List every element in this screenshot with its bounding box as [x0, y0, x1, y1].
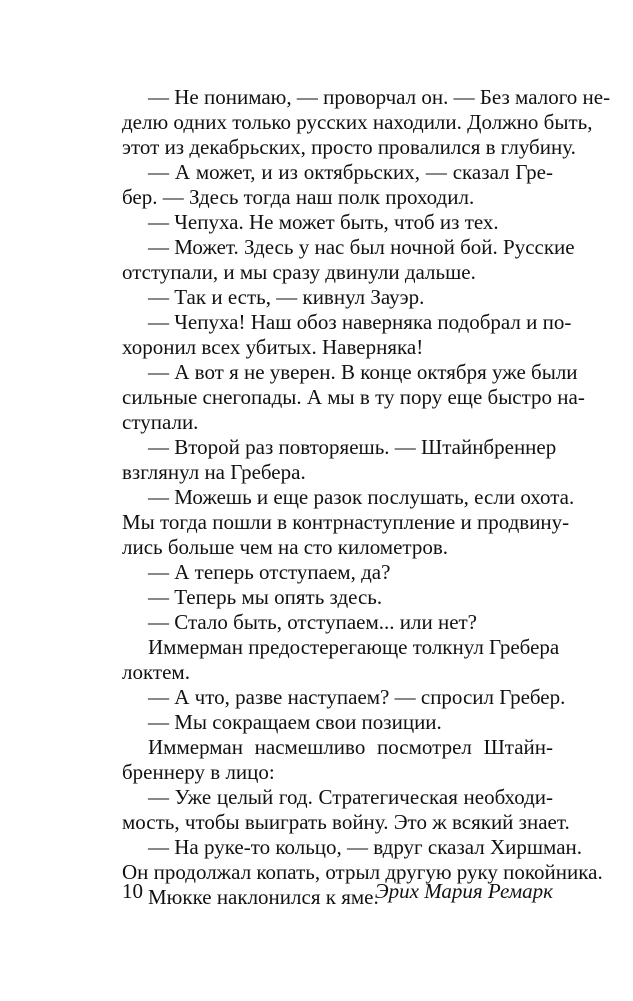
text-line: Мы тогда пошли в контрнаступление и продвину- — [122, 510, 570, 534]
text-line: Иммерман предостерегающе толкнул Гребера — [148, 635, 560, 659]
text-line: мость, чтобы выиграть войну. Это ж всякий знает. — [122, 810, 570, 834]
text-line: — Не понимаю, — проворчал он. — Без малого не- — [148, 85, 611, 109]
body-text — [122, 85, 611, 910]
text-line: — Можешь и еще разок послушать, если охота. — [148, 485, 575, 509]
text-line: взглянул на Гребера. — [122, 460, 306, 484]
page-footer — [122, 876, 553, 906]
text-line: — Второй раз повторяешь. — Штайнбреннер — [148, 435, 557, 459]
running-author: Эрих Мария Ремарк — [374, 879, 553, 903]
text-line: хоронил всех убитых. Наверняка! — [122, 335, 424, 359]
text-line: локтем. — [122, 660, 190, 684]
text-line: — Так и есть, — кивнул Зауэр. — [148, 285, 425, 309]
text-line: — А может, и из октябрьских, — сказал Гре- — [148, 160, 553, 184]
text-line: — Мы сокращаем свои позиции. — [148, 710, 442, 734]
page-number: 10 — [122, 879, 143, 903]
text-line: — Стало быть, отступаем... или нет? — [148, 610, 478, 634]
text-line: — Уже целый год. Стратегическая необходи- — [148, 785, 553, 809]
text-line: — Чепуха. Не может быть, чтоб из тех. — [148, 210, 499, 234]
text-line: сильные снегопады. А мы в ту пору еще быстро на- — [122, 385, 585, 409]
text-line: — Чепуха! Наш обоз наверняка подобрал и по- — [148, 310, 572, 334]
text-line: делю одних только русских находили. Должно быть, — [122, 110, 593, 134]
text-line: этот из декабрьских, просто провалился в глубину. — [122, 135, 576, 159]
text-line: бреннеру в лицо: — [122, 760, 275, 784]
text-line: Он продолжал копать, отрыл другую руку покойника. — [122, 860, 603, 884]
text-line: — На руке-то кольцо, — вдруг сказал Хиршман. — [148, 835, 583, 859]
text-line: — Может. Здесь у нас был ночной бой. Русские — [148, 235, 575, 259]
text-line: — А теперь отступаем, да? — [148, 560, 391, 584]
text-line: — А что, разве наступаем? — спросил Гребер. — [148, 685, 566, 709]
text-line: — А вот я не уверен. В конце октября уже были — [148, 360, 578, 384]
text-line: лись больше чем на сто километров. — [122, 535, 449, 559]
text-line: Иммерман насмешливо посмотрел Штайн- — [148, 735, 553, 759]
text-line: ступали. — [122, 410, 199, 434]
text-line: отступали, и мы сразу двинули дальше. — [122, 260, 476, 284]
text-line: Мюкке наклонился к яме. — [148, 885, 379, 909]
text-line: бер. — Здесь тогда наш полк проходил. — [122, 185, 475, 209]
text-line: — Теперь мы опять здесь. — [148, 585, 383, 609]
